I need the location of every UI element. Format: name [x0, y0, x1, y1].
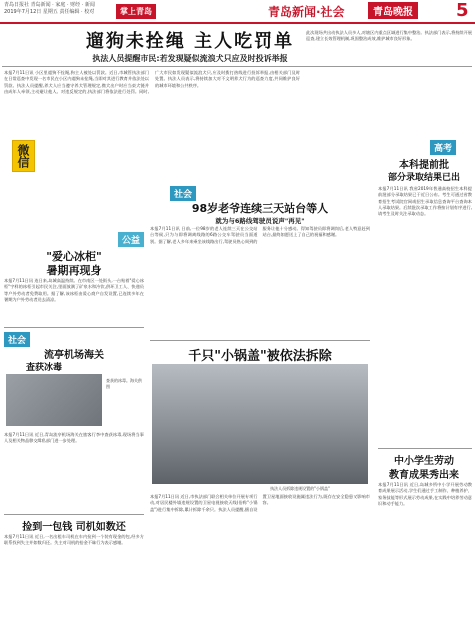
page-number: 5 [456, 0, 469, 21]
divider [378, 448, 472, 449]
masthead-meta [4, 2, 114, 16]
category-tag: 社会 [170, 186, 196, 201]
wechat-badge: 微信 [12, 140, 35, 172]
story-subtitle: 查获冰毒 [25, 363, 62, 373]
story-body: 本报7月11日讯 近日,市执法部门联合相关单位开展专项行动,对居民楼外墙违规设置的卫星电视接收天线(俗称"小锅盖")进行集中拆除,累计拆除千余只。执法人员提醒,擅自设置卫星地面接收设施属违法行为,既存在安全隐患又影响市容。 [150, 494, 370, 512]
story-body: 本报7月11日讯 日前,一位98岁的老人连续三天在公交站台等候,只为与即将调离线路的6路公交车驾驶员当面道别。据了解,老人多年来乘坐该线路出行,驾驶员热心周到的服务让他十分感动。得知驾驶员即将调岗后,老人特意赶到站台,最终如愿送上了自己的祝福和感谢。 [150, 226, 370, 244]
story-title: 流亭机场海关 [44, 350, 104, 361]
divider [4, 514, 144, 515]
divider [4, 327, 144, 328]
masthead-meta-line2: 2019年7月12日 星期五 责任编辑 · 校对 [4, 9, 95, 15]
category-tag: 社会 [4, 332, 30, 347]
app-logo: 掌上青岛 [116, 4, 156, 19]
story-body: 本报7月11日讯 近日,一名出租车司机在车内捡到一个装有现金的包,经多方联系找到失主并如数归还。失主对司机的拾金不昧行为表示感谢。 [4, 534, 144, 546]
story-subtitle: 教育成果秀出来 [389, 470, 459, 481]
news-photo [6, 374, 102, 426]
right-top-body: 此次现场共出动执法人员多人,对辖区内重点区域进行集中整治。执法部门表示,将持续开展巡查,建立长效管理机制,巩固整治成效,维护城市良好形象。 [306, 30, 472, 42]
divider [150, 340, 370, 341]
masthead [0, 0, 475, 24]
masthead-meta-line1: 青岛日报社 青岛新闻 · 家庭 · 财经 · 新闻 [4, 2, 95, 8]
story-subtitle: 暑期再现身 [46, 264, 102, 277]
story-body: 本报7月11日讯 近日,青岛流亭机场海关在旅客行李中查获冰毒,现场将当事人及相关物品移交缉私部门进一步处理。 [4, 432, 144, 444]
story-body: 本报7月11日讯 连日来,岛城高温持续。在市南区一处街头,一台贴着"爱心冰柜"字样的冰柜引起市民关注,里面放满了矿泉水和冷饮,供环卫工人、快递员等户外劳动者免费取用。据了解,该冰柜由爱心商户自发设置,已连续多年在暑期为户外劳动者送去清凉。 [4, 278, 144, 302]
story-title: 捡到一包钱 司机如数还 [22, 522, 126, 533]
lead-body: 本报7月11日讯 小区里遛狗不拴绳,狗主人被处以罚款。近日,市城管执法部门在日常巡查中发现一名市民在小区内遛狗未拴绳,当即对其进行教育并依法处以罚款。执法人员提醒,养犬人应当遵守养犬管理规定,携犬出户时应当束犬链并由成年人牵领,主动避让他人。对违反规定的,执法部门将依法进行处罚。同时,广大市民如发现疑似流浪犬只,应及时拨打热线进行投诉举报,由相关部门及时处置。执法人员表示,将持续加大对不文明养犬行为的巡查力度,共同维护良好的城市环境和公共秩序。 [4, 70, 300, 94]
photo-caption: 执法人员拆除违规设置的"小锅盖" [270, 486, 330, 491]
story-title: "爱心冰柜" [46, 250, 102, 263]
story-title: 千只"小锅盖"被依法拆除 [188, 349, 332, 364]
story-title: 中小学生劳动 [394, 456, 454, 467]
section-title: 青岛新闻·社会 [268, 5, 345, 19]
story-title: 本科提前批 [399, 160, 449, 171]
lead-subhead: 执法人员提醒市民:若发现疑似流浪犬只应及时投诉举报 [92, 54, 288, 63]
story-subtitle: 就为与6路线驾驶员说声"再见" [215, 217, 305, 225]
news-photo [152, 364, 368, 484]
story-title: 98岁老爷连续三天站台等人 [191, 202, 329, 215]
photo-caption: 查获的冰毒。海关供图 [106, 378, 142, 389]
newspaper-logo: 青岛晚报 [368, 2, 418, 19]
lead-headline: 遛狗未拴绳 主人吃罚单 [85, 31, 295, 52]
category-tag: 公益 [118, 232, 144, 247]
story-body: 本报7月11日讯 我省2019年普通高校招生本科提前批部分录取结果已于近日公布。考生可通过省教育招生考试院官网或招生录取信息查询平台查询本人录取结果。后续批次录取工作将按计划有序进行,请考生及时关注录取动态。 [378, 186, 472, 217]
story-subtitle: 部分录取结果已出 [387, 173, 460, 183]
story-body: 本报7月11日讯 近日,岛城多所中小学开展劳动教育成果展示活动,学生们通过手工制作、种植养护、家务技能等形式展示劳动成果,在实践中培养劳动意识和动手能力。 [378, 482, 472, 506]
category-tag: 高考 [430, 140, 456, 155]
